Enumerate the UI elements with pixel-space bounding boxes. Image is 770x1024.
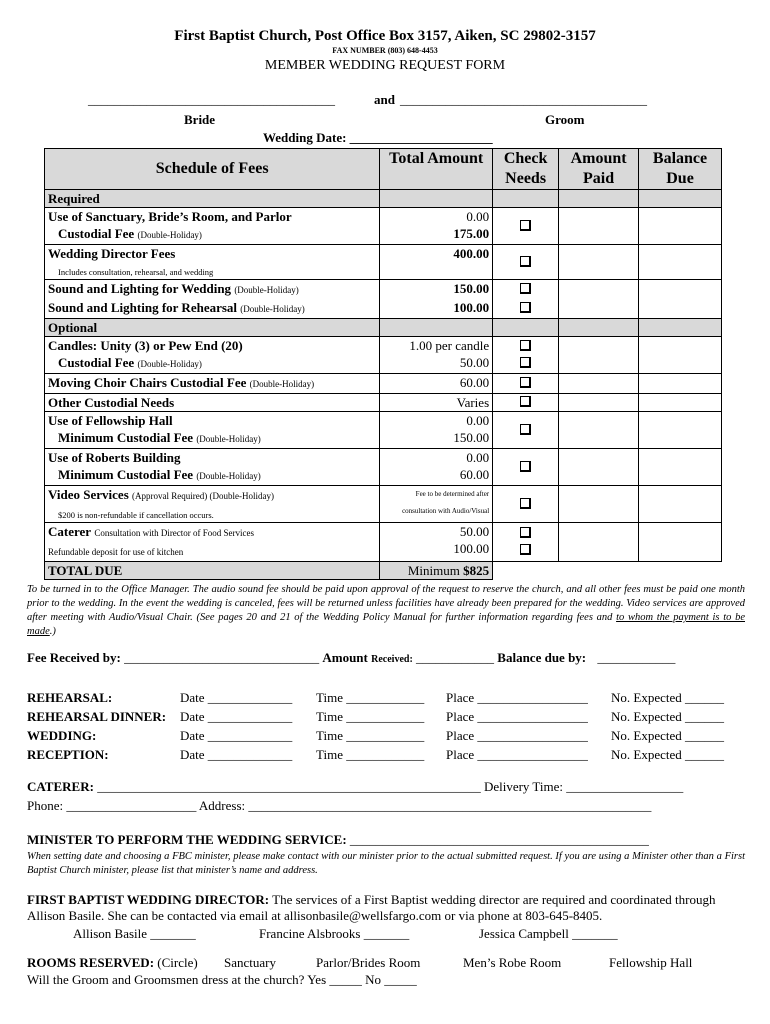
date-field[interactable]: Date _____________ (180, 747, 293, 762)
amount-paid-cell[interactable] (559, 337, 639, 374)
event-schedule (27, 688, 724, 764)
expected-field[interactable]: No. Expected ______ (611, 709, 725, 724)
checkbox[interactable] (520, 220, 531, 231)
schedule-of-fees-header: Schedule of Fees (45, 149, 380, 190)
instructions-note (27, 583, 745, 639)
fee-name: Video Services (48, 487, 129, 502)
fee-amount: 1.00 per candle (409, 338, 490, 353)
director-label: FIRST BAPTIST WEDDING DIRECTOR: (27, 892, 270, 907)
table-row (45, 337, 722, 374)
total-due-label: TOTAL DUE (45, 562, 380, 580)
total-due-value: $825 (463, 563, 490, 578)
amount-paid-cell[interactable] (559, 299, 639, 319)
date-field[interactable]: Date _____________ (180, 690, 293, 705)
fee-name: Wedding Director Fees (48, 246, 176, 261)
caterer-field[interactable]: ___________________________________________________________ (97, 779, 481, 794)
fee-note: (Double-Holiday) (234, 285, 299, 295)
room-option-robe-room[interactable]: Men’s Robe Room (463, 955, 562, 970)
groom-dress-question[interactable]: Will the Groom and Groomsmen dress at the church? Yes _____ No _____ (27, 972, 417, 987)
amount-label: Amount (322, 650, 368, 665)
table-row (45, 374, 722, 394)
fee-received-line (27, 650, 747, 666)
circle-instruction: (Circle) (157, 955, 198, 970)
event-label: RECEPTION: (27, 747, 109, 762)
check-needs-header: Check Needs (493, 149, 559, 190)
form-title: MEMBER WEDDING REQUEST FORM (264, 58, 506, 73)
balance-due-by-field[interactable]: ____________ (597, 650, 676, 665)
fee-note: $200 is non-refundable if cancellation occurs. (58, 510, 214, 520)
fee-note: (Double-Holiday) (137, 230, 202, 240)
fee-note: (Approval Required) (Double-Holiday) (132, 491, 274, 501)
minister-label: MINISTER TO PERFORM THE WEDDING SERVICE: (27, 832, 347, 847)
fee-amount: 100.00 (380, 299, 493, 319)
director-text: The services of a First Baptist wedding director are required and coordinated through Allison Basile. She can be contacted via email at allisonbasile@wellsfargo.com or via phone at 803-645-8405. (27, 892, 716, 923)
fee-note: (Double-Holiday) (240, 304, 305, 314)
expected-field[interactable]: No. Expected ______ (611, 728, 725, 743)
place-field[interactable]: Place _________________ (446, 728, 588, 743)
payment-recipient-text: to whom the payment is to be made (27, 612, 745, 637)
expected-field[interactable]: No. Expected ______ (611, 747, 725, 762)
amount-received-field[interactable]: ____________ (416, 650, 495, 665)
amount-paid-cell[interactable] (559, 280, 639, 300)
expected-field[interactable]: No. Expected ______ (611, 690, 725, 705)
table-row (27, 707, 724, 726)
fee-name: Caterer (48, 524, 92, 539)
room-option-fellowship-hall[interactable]: Fellowship Hall (609, 955, 693, 970)
phone-address-line (27, 798, 747, 814)
wedding-date-field[interactable]: Wedding Date: ______________________ (263, 130, 493, 145)
minister-field[interactable]: ______________________________________________ (349, 832, 649, 847)
room-option-parlor[interactable]: Parlor/Brides Room (316, 955, 421, 970)
balance-due-cell[interactable] (639, 337, 722, 374)
instructions-end: .) (49, 626, 56, 637)
groom-name-field[interactable]: ______________________________________ (400, 92, 647, 107)
amount-paid-header: Amount Paid (559, 149, 639, 190)
fee-subname: Minimum Custodial Fee (58, 467, 194, 482)
amount-paid-cell[interactable] (559, 374, 639, 394)
received-label: Received: (371, 654, 413, 665)
table-header-row (45, 149, 722, 190)
event-label: REHEARSAL DINNER: (27, 709, 167, 724)
fee-note: (Double-Holiday) (137, 359, 202, 369)
bride-name-field[interactable]: ______________________________________ (88, 92, 335, 107)
checkbox[interactable] (520, 283, 531, 294)
minister-line (27, 832, 747, 848)
address-field[interactable]: Address: ______________________________________________________________ (198, 798, 652, 813)
date-field[interactable]: Date _____________ (180, 728, 293, 743)
balance-due-cell[interactable] (639, 412, 722, 449)
balance-due-cell[interactable] (639, 208, 722, 245)
total-minimum-label: Minimum (407, 563, 460, 578)
fee-note: (Double-Holiday) (249, 379, 315, 389)
table-row (45, 394, 722, 412)
amount-paid-cell[interactable] (559, 394, 639, 412)
place-field[interactable]: Place _________________ (446, 709, 588, 724)
rooms-reserved-line (27, 955, 747, 971)
table-row (45, 245, 722, 280)
fee-name: Use of Roberts Building (48, 450, 181, 465)
fee-note: Includes consultation, rehearsal, and wedding (58, 267, 214, 277)
time-field[interactable]: Time ____________ (316, 709, 425, 724)
time-field[interactable]: Time ____________ (316, 690, 425, 705)
delivery-time-field[interactable]: Delivery Time: __________________ (483, 779, 684, 794)
fee-name: Moving Choir Chairs Custodial Fee (48, 375, 247, 390)
checkbox[interactable] (520, 357, 531, 368)
fee-amount: 0.00 (466, 413, 490, 428)
fee-schedule-table (44, 148, 722, 580)
table-row (45, 412, 722, 449)
fee-name: Use of Sanctuary, Bride’s Room, and Parlor (48, 209, 292, 224)
place-field[interactable]: Place _________________ (446, 747, 588, 762)
balance-due-cell[interactable] (639, 449, 722, 486)
caterer-line (27, 779, 747, 795)
fee-amount: 150.00 (453, 430, 490, 445)
balance-due-cell[interactable] (639, 374, 722, 394)
time-field[interactable]: Time ____________ (316, 728, 425, 743)
event-label: REHEARSAL: (27, 690, 113, 705)
fee-amount: Fee to be determined after consultation with Audio/Visual (380, 486, 493, 523)
bride-label: Bride (184, 112, 216, 127)
director-option[interactable]: Allison Basile _______ (73, 926, 196, 941)
fee-amount: 0.00 (466, 450, 490, 465)
fee-amount: 60.00 (380, 374, 493, 394)
total-due-row (45, 562, 722, 580)
fee-note: (Double-Holiday) (196, 434, 261, 444)
balance-due-by-label: Balance due by: (497, 650, 587, 665)
fee-note: (Double-Holiday) (196, 471, 261, 481)
checkbox[interactable] (520, 377, 531, 388)
groom-label: Groom (545, 112, 585, 127)
checkbox[interactable] (520, 340, 531, 351)
fee-amount: 175.00 (453, 226, 490, 241)
required-label: Required (45, 190, 380, 208)
fee-name: Sound and Lighting for Wedding (48, 281, 232, 296)
table-row (27, 745, 724, 764)
and-label: and (374, 92, 395, 107)
date-field[interactable]: Date _____________ (180, 709, 293, 724)
balance-due-cell[interactable] (639, 486, 722, 523)
fax-number: FAX NUMBER (803) 648-4453 (332, 46, 438, 55)
director-option[interactable]: Francine Alsbrooks _______ (259, 926, 410, 941)
caterer-label: CATERER: (27, 779, 94, 794)
minister-note: When setting date and choosing a FBC minister, please make contact with our minister prior to the actual submitted request. If you are using a Minister other than a First Baptist Church minister, please list that minister’s name and address. (27, 851, 745, 876)
amount-paid-cell[interactable] (559, 245, 639, 280)
fee-amount: 100.00 (453, 541, 490, 556)
checkbox[interactable] (520, 302, 531, 313)
required-section-row (45, 190, 722, 208)
fee-amount: 150.00 (380, 280, 493, 300)
checkbox[interactable] (520, 527, 531, 538)
amount-paid-cell[interactable] (559, 412, 639, 449)
fee-received-field[interactable]: ______________________________ (124, 650, 320, 665)
checkbox[interactable] (520, 256, 531, 267)
total-amount-header: Total Amount (380, 149, 493, 190)
fee-amount: 50.00 (459, 524, 490, 539)
balance-due-cell[interactable] (639, 245, 722, 280)
balance-due-cell[interactable] (639, 280, 722, 300)
fee-name: Use of Fellowship Hall (48, 413, 173, 428)
checkbox[interactable] (520, 498, 531, 509)
checkbox[interactable] (520, 544, 531, 555)
phone-field[interactable]: Phone: ____________________ (27, 798, 197, 813)
fee-subname: Custodial Fee (58, 355, 135, 370)
fee-note: Refundable deposit for use of kitchen (48, 547, 184, 557)
church-address-heading: First Baptist Church, Post Office Box 3157, Aiken, SC 29802-3157 (174, 28, 596, 44)
table-row (45, 208, 722, 245)
amount-paid-cell[interactable] (559, 486, 639, 523)
optional-section-row (45, 319, 722, 337)
table-row (27, 726, 724, 745)
amount-paid-cell[interactable] (559, 208, 639, 245)
balance-due-header: Balance Due (639, 149, 722, 190)
fee-name: Other Custodial Needs (48, 395, 175, 410)
table-row (45, 280, 722, 300)
table-row (45, 486, 722, 523)
fee-amount: 0.00 (466, 209, 490, 224)
amount-paid-cell[interactable] (559, 523, 639, 562)
fee-subname: Custodial Fee (58, 226, 135, 241)
checkbox[interactable] (520, 461, 531, 472)
amount-paid-cell[interactable] (559, 449, 639, 486)
director-paragraph (27, 892, 747, 924)
fee-amount: Varies (380, 394, 493, 412)
optional-label: Optional (45, 319, 380, 337)
director-option[interactable]: Jessica Campbell _______ (479, 926, 618, 941)
balance-due-cell[interactable] (639, 299, 722, 319)
table-row (27, 688, 724, 707)
time-field[interactable]: Time ____________ (316, 747, 425, 762)
fee-amount: 50.00 (459, 355, 490, 370)
table-row (45, 449, 722, 486)
table-row (45, 523, 722, 562)
checkbox[interactable] (520, 424, 531, 435)
event-label: WEDDING: (27, 728, 97, 743)
fee-amount: 60.00 (459, 467, 490, 482)
checkbox[interactable] (520, 396, 531, 407)
fee-name: Sound and Lighting for Rehearsal (48, 300, 238, 315)
room-option-sanctuary[interactable]: Sanctuary (224, 955, 276, 970)
fee-received-label: Fee Received by: (27, 650, 121, 665)
balance-due-cell[interactable] (639, 394, 722, 412)
rooms-reserved-label: ROOMS RESERVED: (27, 955, 155, 970)
balance-due-cell[interactable] (639, 523, 722, 562)
fee-note: Consultation with Director of Food Services (94, 528, 255, 538)
fee-amount: 400.00 (380, 245, 493, 280)
place-field[interactable]: Place _________________ (446, 690, 588, 705)
table-row (45, 299, 722, 319)
fee-subname: Minimum Custodial Fee (58, 430, 194, 445)
fee-name: Candles: Unity (3) or Pew End (20) (48, 338, 243, 353)
instructions-text: To be turned in to the Office Manager. The audio sound fee should be paid upon approval of the request to reserve the church, and all other fees must be paid one month prior to the wedding. In the event the wedding is canceled, fees will be returned unless facilities have already been prepared for the wedding. Video services are approved after meeting with Audio/Visual Chair. (See pages 20 and 21 of the Wedding Policy Manual for further information regarding fees and (27, 584, 745, 623)
